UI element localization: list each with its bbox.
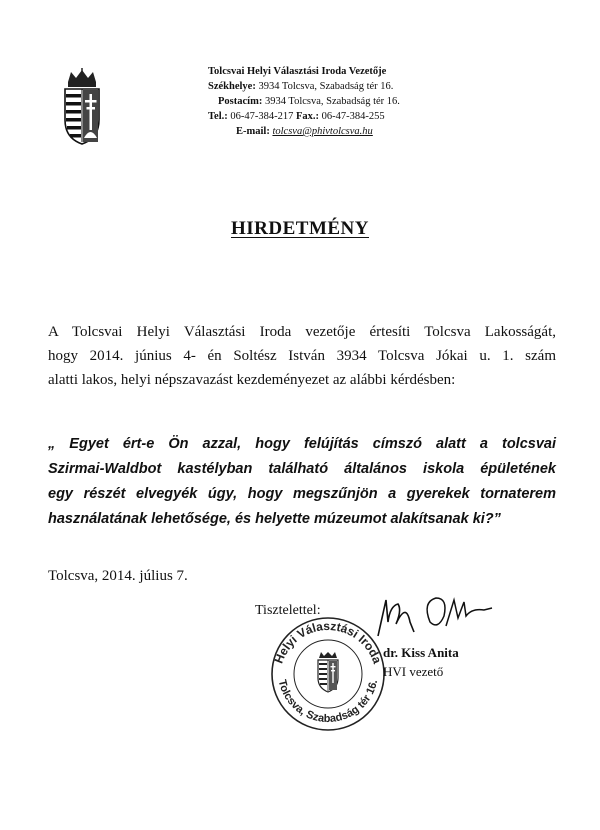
document-heading xyxy=(0,218,600,240)
greeting: Tisztelettel: xyxy=(255,603,321,618)
question-line: „ Egyet ért-e Ön azzal, hogy felújítás címszó alatt a tolcsvai xyxy=(48,436,556,452)
email-label: E-mail: xyxy=(236,126,270,137)
place-and-date: Tolcsva, 2014. július 7. xyxy=(48,568,188,584)
seat-value: 3934 Tolcsva, Szabadság tér 16. xyxy=(258,81,394,92)
body-line: alatti lakos, helyi népszavazást kezdeményezet az alábbi kérdésben: xyxy=(48,372,456,388)
postal-label: Postacím: xyxy=(218,96,263,107)
coat-of-arms-icon xyxy=(62,68,102,146)
notice-paragraph xyxy=(48,320,556,392)
svg-text:Helyi Választási Iroda xyxy=(272,619,385,666)
question-line: egy részét elvegyék úgy, hogy megszűnjön a gyerekek tornaterem xyxy=(48,486,556,502)
postal-value: 3934 Tolcsva, Szabadság tér 16. xyxy=(264,96,400,107)
fax-label: Fax.: xyxy=(296,111,320,122)
office-title: Tolcsvai Helyi Választási Iroda Vezetője xyxy=(208,66,387,77)
fax-value: 06-47-384-255 xyxy=(321,111,385,122)
body-line: hogy 2014. június 4- én Soltész István 3934 Tolcsva Jókai u. 1. szám xyxy=(48,348,556,364)
phone-value: 06-47-384-217 xyxy=(230,111,294,122)
official-stamp xyxy=(258,612,398,732)
seat-label: Székhelye: xyxy=(208,81,256,92)
question-line: használatának lehetősége, és helyette múzeumot alakítsanak ki?” xyxy=(48,511,501,527)
phone-label: Tel.: xyxy=(208,111,228,122)
stamp-bottom-text: Tolcsva, Szabadság tér 16. xyxy=(275,678,381,726)
question-line: Szirmai-Waldbot kastélyban található általános iskola épületének xyxy=(48,461,556,477)
letterhead xyxy=(208,64,400,139)
body-line: A Tolcsvai Helyi Választási Iroda vezetője értesíti Tolcsva Lakosságát, xyxy=(48,324,556,340)
stamp-top-text: Helyi Választási Iroda xyxy=(271,618,385,666)
heading-text: HIRDETMÉNY xyxy=(230,218,369,239)
signer-role: HVI vezető xyxy=(383,664,444,679)
email-link[interactable]: tolcsva@phivtolcsva.hu xyxy=(272,126,373,137)
referendum-question xyxy=(48,432,556,532)
signer-name: dr. Kiss Anita xyxy=(383,645,459,660)
